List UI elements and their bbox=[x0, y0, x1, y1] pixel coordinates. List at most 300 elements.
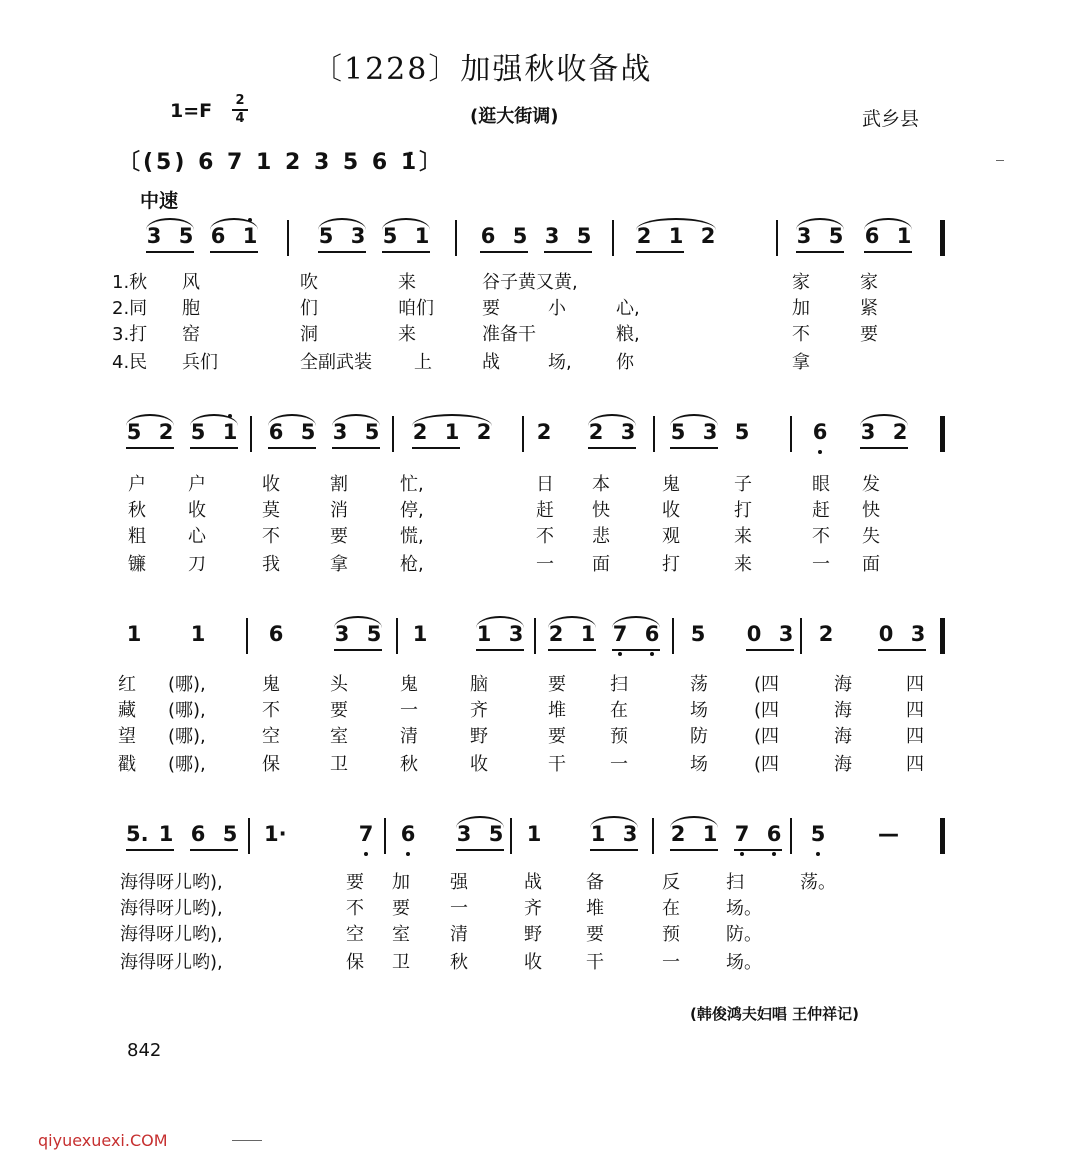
note: 6 bbox=[766, 822, 782, 846]
lyric-verse-4: 保 bbox=[262, 754, 280, 775]
lyric-verse-4: (四 bbox=[754, 754, 780, 775]
slur bbox=[796, 218, 844, 230]
lyric-verse-1: 发 bbox=[862, 474, 880, 495]
notation-row bbox=[0, 810, 1074, 854]
system-end-bar bbox=[940, 416, 945, 452]
beam-underline bbox=[382, 251, 430, 253]
lyric-verse-2: (四 bbox=[754, 700, 780, 721]
lyric-verse-3: (哪), bbox=[168, 726, 206, 747]
bar-line bbox=[652, 818, 654, 854]
slur bbox=[382, 218, 430, 230]
lyric-verse-4: 四 bbox=[906, 754, 924, 775]
note: 3 bbox=[620, 420, 636, 444]
time-signature bbox=[232, 94, 248, 126]
lyric-verse-2: 咱们 bbox=[398, 298, 434, 319]
lyric-verse-1: 鬼 bbox=[662, 474, 680, 495]
note: 5 bbox=[382, 224, 398, 248]
note: 0 bbox=[746, 622, 762, 646]
note: 3 bbox=[910, 622, 926, 646]
lyric-verse-2: 藏 bbox=[118, 700, 136, 721]
lyric-verse-4: 海 bbox=[834, 754, 852, 775]
lyric-verse-1: 吹 bbox=[300, 272, 318, 293]
beam-underline bbox=[636, 251, 684, 253]
lyric-verse-1: 1.秋 bbox=[112, 272, 148, 293]
lyric-verse-1: 荡 bbox=[690, 674, 708, 695]
note: 6 bbox=[400, 822, 416, 846]
note: 2 bbox=[892, 420, 908, 444]
note: 5 bbox=[300, 420, 316, 444]
note: 3 bbox=[778, 622, 794, 646]
note: 1 bbox=[668, 224, 684, 248]
lyric-verse-4: 来 bbox=[734, 554, 752, 575]
beam-underline bbox=[670, 447, 718, 449]
beam-underline bbox=[210, 251, 258, 253]
note: 6 bbox=[210, 224, 226, 248]
lyric-verse-3: 观 bbox=[662, 526, 680, 547]
lyric-verse-2: 赶 bbox=[536, 500, 554, 521]
beam-underline bbox=[268, 447, 316, 449]
note: 2 bbox=[158, 420, 174, 444]
lyric-verse-1: 强 bbox=[450, 872, 468, 893]
lyric-verse-4: 场 bbox=[690, 754, 708, 775]
lyric-verse-4: 卫 bbox=[392, 952, 410, 973]
lyric-verse-2: 秋 bbox=[128, 500, 146, 521]
note: — bbox=[878, 822, 899, 846]
note: 1 bbox=[158, 822, 174, 846]
beam-underline bbox=[480, 251, 528, 253]
beam-underline bbox=[878, 649, 926, 651]
lyric-verse-1: 加 bbox=[392, 872, 410, 893]
lyric-verse-3: 海得呀儿哟), bbox=[120, 924, 223, 945]
note: 5 bbox=[512, 224, 528, 248]
note: 5 bbox=[576, 224, 592, 248]
lyric-verse-3: (四 bbox=[754, 726, 780, 747]
lyric-verse-4: 一 bbox=[536, 554, 554, 575]
note: 2 bbox=[636, 224, 652, 248]
beam-underline bbox=[612, 649, 660, 651]
lyric-verse-3: 悲 bbox=[592, 526, 610, 547]
note: 3 bbox=[508, 622, 524, 646]
note: 5 bbox=[810, 822, 826, 846]
lyric-verse-2: 停, bbox=[400, 500, 424, 521]
note: 6 bbox=[268, 622, 284, 646]
system-end-bar bbox=[940, 618, 945, 654]
lyric-verse-2: 心, bbox=[616, 298, 640, 319]
lyric-verse-1: 鬼 bbox=[262, 674, 280, 695]
lyric-verse-2: 不 bbox=[346, 898, 364, 919]
bar-line bbox=[800, 618, 802, 654]
lyric-verse-1: 海得呀儿哟), bbox=[120, 872, 223, 893]
lyric-verse-4: 战 bbox=[482, 352, 500, 373]
lyric-verse-1: 鬼 bbox=[400, 674, 418, 695]
lyric-verse-3: 野 bbox=[470, 726, 488, 747]
note: 3 bbox=[860, 420, 876, 444]
lyric-verse-2: (哪), bbox=[168, 700, 206, 721]
lyric-verse-3: 要 bbox=[330, 526, 348, 547]
lyric-verse-2: 快 bbox=[592, 500, 610, 521]
slur bbox=[334, 616, 382, 628]
lyric-verse-4: 秋 bbox=[450, 952, 468, 973]
lyric-verse-2: 收 bbox=[188, 500, 206, 521]
lyric-verse-3: 要 bbox=[860, 324, 878, 345]
note: 5 bbox=[364, 420, 380, 444]
bar-line bbox=[250, 416, 252, 452]
lyric-verse-4: 上 bbox=[414, 352, 432, 373]
tempo-marking: 中速 bbox=[140, 190, 179, 212]
note: 7 bbox=[358, 822, 374, 846]
lyric-verse-1: (四 bbox=[754, 674, 780, 695]
lyric-verse-2: 收 bbox=[662, 500, 680, 521]
lyric-verse-1: 战 bbox=[524, 872, 542, 893]
note: 5 bbox=[190, 420, 206, 444]
lyric-verse-3: 防 bbox=[690, 726, 708, 747]
notation-row bbox=[0, 212, 1074, 256]
beam-underline bbox=[190, 849, 238, 851]
lyric-verse-1: 本 bbox=[592, 474, 610, 495]
lyric-verse-1: 谷子黄又黄, bbox=[482, 272, 578, 293]
lyric-verse-1: (哪), bbox=[168, 674, 206, 695]
lyric-verse-3: 心 bbox=[188, 526, 206, 547]
lyric-verse-2: 胞 bbox=[182, 298, 200, 319]
slur bbox=[126, 414, 174, 426]
lyric-verse-1: 要 bbox=[346, 872, 364, 893]
slur bbox=[636, 218, 716, 230]
note: 3 bbox=[456, 822, 472, 846]
lyric-verse-3: 粮, bbox=[616, 324, 640, 345]
lyric-verse-4: 海得呀儿哟), bbox=[120, 952, 223, 973]
lyric-verse-4: 干 bbox=[548, 754, 566, 775]
lyric-verse-3: 空 bbox=[262, 726, 280, 747]
lyric-verse-2: 一 bbox=[450, 898, 468, 919]
slur bbox=[670, 414, 718, 426]
note: 5 bbox=[222, 822, 238, 846]
lyric-verse-4: 一 bbox=[610, 754, 628, 775]
note: 6 bbox=[268, 420, 284, 444]
lyric-verse-2: 场。 bbox=[726, 898, 762, 919]
lyric-verse-2: 在 bbox=[610, 700, 628, 721]
lyric-verse-2: 赶 bbox=[812, 500, 830, 521]
beam-underline bbox=[412, 447, 460, 449]
beam-underline bbox=[670, 849, 718, 851]
lyric-verse-3: 窑 bbox=[182, 324, 200, 345]
lyric-verse-4: 拿 bbox=[792, 352, 810, 373]
lyric-verse-3: 要 bbox=[548, 726, 566, 747]
lyric-verse-2: 2.同 bbox=[112, 298, 148, 319]
lyric-verse-3: 不 bbox=[812, 526, 830, 547]
note: 5 bbox=[126, 420, 142, 444]
slur bbox=[146, 218, 194, 230]
lyric-verse-4: 干 bbox=[586, 952, 604, 973]
note: 1· bbox=[264, 822, 287, 846]
region-label: 武乡县 bbox=[862, 108, 920, 130]
bar-line bbox=[246, 618, 248, 654]
beam-underline bbox=[476, 649, 524, 651]
note: 5 bbox=[690, 622, 706, 646]
lyric-verse-2: 要 bbox=[330, 700, 348, 721]
note: 2 bbox=[476, 420, 492, 444]
beam-underline bbox=[544, 251, 592, 253]
lyric-verse-1: 要 bbox=[548, 674, 566, 695]
note: 1 bbox=[414, 224, 430, 248]
bar-line bbox=[248, 818, 250, 854]
lyric-verse-3: 不 bbox=[792, 324, 810, 345]
lyric-verse-4: 戳 bbox=[118, 754, 136, 775]
lyric-verse-4: 打 bbox=[662, 554, 680, 575]
lyric-verse-2: 紧 bbox=[860, 298, 878, 319]
bar-line bbox=[612, 220, 614, 256]
lyric-verse-3: 空 bbox=[346, 924, 364, 945]
lyric-verse-1: 割 bbox=[330, 474, 348, 495]
credit-line: (韩俊鸿夫妇唱 王仲祥记) bbox=[690, 1005, 859, 1023]
note: 1 bbox=[444, 420, 460, 444]
lyric-verse-3: 来 bbox=[734, 526, 752, 547]
lyric-verse-2: 场 bbox=[690, 700, 708, 721]
note: 7 bbox=[734, 822, 750, 846]
slur bbox=[590, 816, 638, 828]
note: 6 bbox=[812, 420, 828, 444]
lyric-verse-4: 面 bbox=[862, 554, 880, 575]
lyric-verse-3: 粗 bbox=[128, 526, 146, 547]
note: 5 bbox=[828, 224, 844, 248]
lyric-verse-4: 场。 bbox=[726, 952, 762, 973]
beam-underline bbox=[334, 649, 382, 651]
bar-line bbox=[287, 220, 289, 256]
note: 0 bbox=[878, 622, 894, 646]
note: 1 bbox=[702, 822, 718, 846]
lyric-verse-3: 准备干 bbox=[482, 324, 536, 345]
lyric-verse-1: 家 bbox=[792, 272, 810, 293]
note: 2 bbox=[548, 622, 564, 646]
lyric-verse-1: 眼 bbox=[812, 474, 830, 495]
system-end-bar bbox=[940, 818, 945, 854]
note: 5 bbox=[318, 224, 334, 248]
intro-notation: 〔(5) 6 7 1 2 3 5 6 1̇〕 bbox=[118, 150, 445, 175]
lyric-verse-2: 齐 bbox=[524, 898, 542, 919]
lyric-verse-4: 场, bbox=[548, 352, 572, 373]
beam-underline bbox=[590, 849, 638, 851]
note: 6 bbox=[190, 822, 206, 846]
note: 2 bbox=[536, 420, 552, 444]
note: 1 bbox=[476, 622, 492, 646]
note: 1 bbox=[242, 224, 258, 248]
lyric-verse-2: 一 bbox=[400, 700, 418, 721]
lyric-verse-1: 四 bbox=[906, 674, 924, 695]
slur bbox=[548, 616, 596, 628]
lyric-verse-2: 加 bbox=[792, 298, 810, 319]
bar-line bbox=[790, 416, 792, 452]
note: 3 bbox=[622, 822, 638, 846]
watermark: qiyuexuexi.COM bbox=[38, 1131, 168, 1150]
lyric-verse-1: 来 bbox=[398, 272, 416, 293]
note: 1 bbox=[590, 822, 606, 846]
lyric-verse-3: 洞 bbox=[300, 324, 318, 345]
note: 5 bbox=[670, 420, 686, 444]
lyric-verse-3: 来 bbox=[398, 324, 416, 345]
lyric-verse-1: 风 bbox=[182, 272, 200, 293]
lyric-verse-3: 防。 bbox=[726, 924, 762, 945]
lyric-verse-3: 预 bbox=[662, 924, 680, 945]
note: 2 bbox=[818, 622, 834, 646]
lyric-verse-2: 要 bbox=[392, 898, 410, 919]
lyric-verse-4: 镰 bbox=[128, 554, 146, 575]
lyric-verse-3: 清 bbox=[450, 924, 468, 945]
slur bbox=[332, 414, 380, 426]
lyric-verse-4: 卫 bbox=[330, 754, 348, 775]
lyric-verse-2: 堆 bbox=[586, 898, 604, 919]
lyric-verse-2: 消 bbox=[330, 500, 348, 521]
lyric-verse-1: 日 bbox=[536, 474, 554, 495]
note: 3 bbox=[146, 224, 162, 248]
bar-line bbox=[522, 416, 524, 452]
note: 3 bbox=[334, 622, 350, 646]
note: 1 bbox=[526, 822, 542, 846]
slur bbox=[860, 414, 908, 426]
beam-underline bbox=[796, 251, 844, 253]
slur bbox=[318, 218, 366, 230]
note: 5 bbox=[488, 822, 504, 846]
slur bbox=[612, 616, 660, 628]
lyric-verse-2: 四 bbox=[906, 700, 924, 721]
lyric-verse-2: 们 bbox=[300, 298, 318, 319]
lyric-verse-4: 我 bbox=[262, 554, 280, 575]
note: 7 bbox=[612, 622, 628, 646]
page-number: 842 bbox=[127, 1040, 162, 1061]
notation-row bbox=[0, 610, 1074, 654]
lyric-verse-4: (哪), bbox=[168, 754, 206, 775]
lyric-verse-1: 收 bbox=[262, 474, 280, 495]
beam-underline bbox=[126, 849, 174, 851]
beam-underline bbox=[588, 447, 636, 449]
lyric-verse-3: 失 bbox=[862, 526, 880, 547]
lyric-verse-3: 室 bbox=[392, 924, 410, 945]
lyric-verse-3: 不 bbox=[262, 526, 280, 547]
lyric-verse-1: 脑 bbox=[470, 674, 488, 695]
lyric-verse-1: 户 bbox=[188, 474, 206, 495]
note: 6 bbox=[480, 224, 496, 248]
bar-line bbox=[396, 618, 398, 654]
note: 2 bbox=[588, 420, 604, 444]
lyric-verse-2: 海 bbox=[834, 700, 852, 721]
lyric-verse-3: 清 bbox=[400, 726, 418, 747]
lyric-verse-3: 3.打 bbox=[112, 324, 148, 345]
lyric-verse-2: 要 bbox=[482, 298, 500, 319]
lyric-verse-4: 保 bbox=[346, 952, 364, 973]
lyric-verse-2: 海得呀儿哟), bbox=[120, 898, 223, 919]
lyric-verse-1: 红 bbox=[118, 674, 136, 695]
key-signature: 1=F bbox=[170, 100, 213, 122]
note: 2 bbox=[670, 822, 686, 846]
lyric-verse-4: 兵们 bbox=[182, 352, 218, 373]
lyric-verse-3: 预 bbox=[610, 726, 628, 747]
note: 3 bbox=[332, 420, 348, 444]
bar-line bbox=[790, 818, 792, 854]
lyric-verse-1: 子 bbox=[734, 474, 752, 495]
lyric-verse-1: 户 bbox=[128, 474, 146, 495]
bar-line bbox=[776, 220, 778, 256]
slur bbox=[476, 616, 524, 628]
lyric-verse-3: 慌, bbox=[400, 526, 424, 547]
lyric-verse-1: 家 bbox=[860, 272, 878, 293]
beam-underline bbox=[746, 649, 794, 651]
lyric-verse-3: 四 bbox=[906, 726, 924, 747]
bar-line bbox=[653, 416, 655, 452]
lyric-verse-2: 堆 bbox=[548, 700, 566, 721]
note: 1 bbox=[412, 622, 428, 646]
beam-underline bbox=[332, 447, 380, 449]
notation-row bbox=[0, 408, 1074, 452]
system-end-bar bbox=[940, 220, 945, 256]
lyric-verse-3: 不 bbox=[536, 526, 554, 547]
lyric-verse-2: 齐 bbox=[470, 700, 488, 721]
lyric-verse-3: 望 bbox=[118, 726, 136, 747]
note: 1 bbox=[222, 420, 238, 444]
lyric-verse-4: 收 bbox=[470, 754, 488, 775]
beam-underline bbox=[860, 447, 908, 449]
meter-top: 2 bbox=[235, 93, 245, 108]
bar-line bbox=[510, 818, 512, 854]
note: 1 bbox=[896, 224, 912, 248]
lyric-verse-1: 海 bbox=[834, 674, 852, 695]
lyric-verse-2: 打 bbox=[734, 500, 752, 521]
lyric-verse-3: 野 bbox=[524, 924, 542, 945]
slur bbox=[670, 816, 718, 828]
lyric-verse-4: 拿 bbox=[330, 554, 348, 575]
slur bbox=[864, 218, 912, 230]
lyric-verse-4: 一 bbox=[812, 554, 830, 575]
lyric-verse-3: 要 bbox=[586, 924, 604, 945]
note: 2 bbox=[412, 420, 428, 444]
note: 1 bbox=[580, 622, 596, 646]
beam-underline bbox=[864, 251, 912, 253]
lyric-verse-1: 荡。 bbox=[800, 872, 836, 893]
slur bbox=[588, 414, 636, 426]
lyric-verse-4: 全副武装 bbox=[300, 352, 372, 373]
note: 3 bbox=[702, 420, 718, 444]
note: 3 bbox=[350, 224, 366, 248]
lyric-verse-4: 刀 bbox=[188, 554, 206, 575]
beam-underline bbox=[734, 849, 782, 851]
slur bbox=[268, 414, 316, 426]
bar-line bbox=[672, 618, 674, 654]
lyric-verse-1: 反 bbox=[662, 872, 680, 893]
watermark-rule bbox=[232, 1140, 262, 1141]
lyric-verse-3: 室 bbox=[330, 726, 348, 747]
note: 5 bbox=[178, 224, 194, 248]
margin-tick bbox=[996, 160, 1004, 161]
beam-underline bbox=[318, 251, 366, 253]
slur bbox=[456, 816, 504, 828]
lyric-verse-4: 枪, bbox=[400, 554, 424, 575]
lyric-verse-1: 扫 bbox=[726, 872, 744, 893]
note: 3 bbox=[796, 224, 812, 248]
note: 6 bbox=[644, 622, 660, 646]
lyric-verse-4: 你 bbox=[616, 352, 634, 373]
bar-line bbox=[534, 618, 536, 654]
song-title: 〔1228〕加强秋收备战 bbox=[312, 52, 653, 87]
bar-line bbox=[455, 220, 457, 256]
lyric-verse-2: 在 bbox=[662, 898, 680, 919]
lyric-verse-4: 4.民 bbox=[112, 352, 148, 373]
note: 1 bbox=[190, 622, 206, 646]
lyric-verse-1: 扫 bbox=[610, 674, 628, 695]
meter-bottom: 4 bbox=[235, 111, 245, 126]
tune-name: (逛大街调) bbox=[470, 106, 559, 127]
bar-line bbox=[384, 818, 386, 854]
note: 1 bbox=[126, 622, 142, 646]
lyric-verse-2: 快 bbox=[862, 500, 880, 521]
note: 6 bbox=[864, 224, 880, 248]
note: 5 bbox=[366, 622, 382, 646]
